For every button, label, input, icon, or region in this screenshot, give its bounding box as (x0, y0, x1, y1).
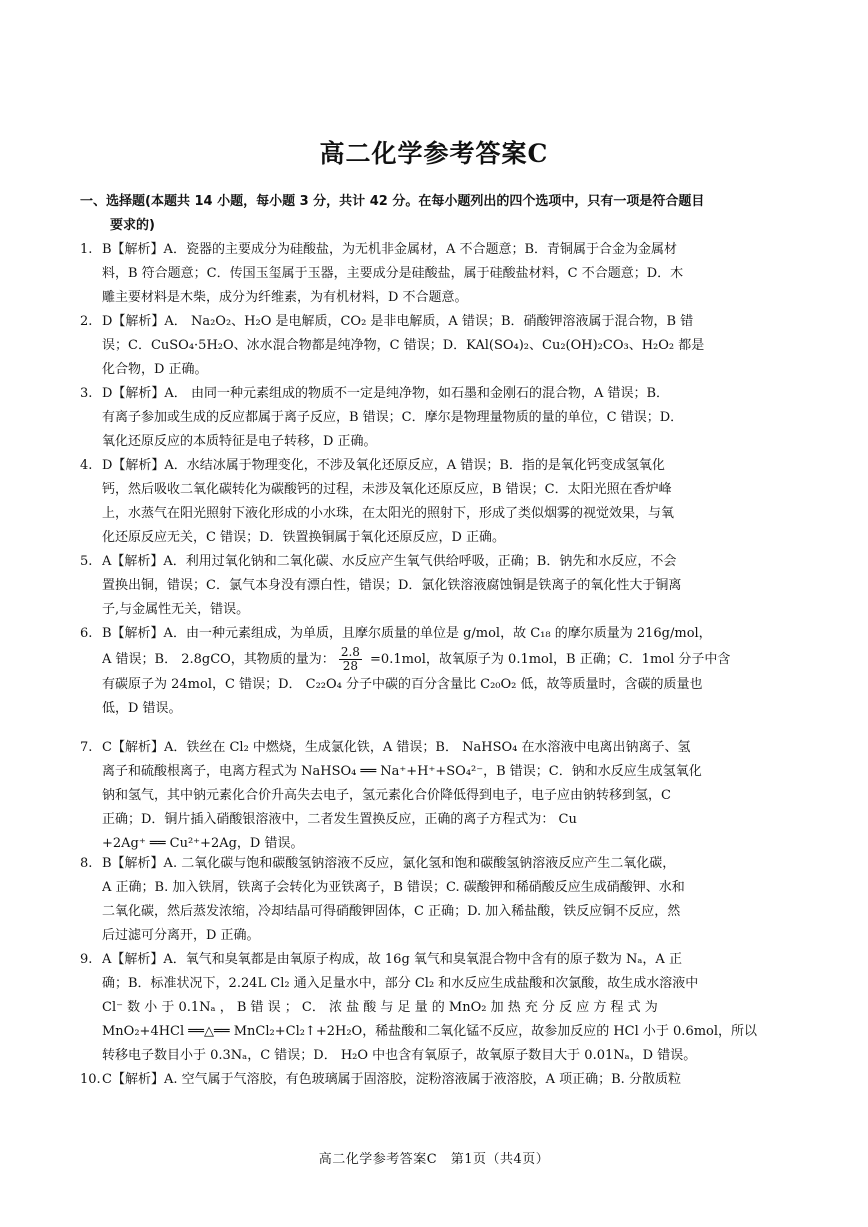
question-explanation (102, 1068, 792, 1092)
explanation-line: 转移电子数目小于 0.3Nₐ，C 错误；D． H₂O 中也含有氧原子，故氧原子数目大于 0.01Nₐ，D 错误。 (102, 1048, 697, 1063)
explanation-line: A【解析】A．利用过氧化钠和二氧化碳、水反应产生氧气供给呼吸，正确；B．钠先和水反应，不会 (102, 554, 677, 569)
explanation-line: 后过滤可分离开，D 正确。 (102, 928, 260, 943)
question-number: 8. (80, 856, 93, 871)
question-number: 6. (80, 626, 93, 641)
question-explanation (102, 382, 792, 454)
explanation-line: 化合物，D 正确。 (102, 362, 208, 377)
explanation-line: D【解析】A． Na₂O₂、H₂O 是电解质，CO₂ 是非电解质，A 错误；B．硝酸钾溶液属于混合物，B 错 (102, 314, 694, 329)
explanation-line: 雕主要材料是木柴，成分为纤维素，为有机材料，D 不合题意。 (102, 290, 468, 305)
question-number: 3. (80, 386, 93, 401)
explanation-line: D【解析】A．水结冰属于物理变化，不涉及氧化还原反应，A 错误；B．指的是氧化钙变成氢氧化 (102, 458, 665, 473)
question-explanation (102, 948, 792, 1068)
explanation-line: 氧化还原反应的本质特征是电子转移，D 正确。 (102, 434, 377, 449)
explanation-line: A 错误；B． 2.8gCO，其物质的量为： $\frac{2.8}{28}$ =0.1mol，故氧原子为 0.1mol，B 正确；C．1mol 分子中含 (102, 646, 731, 673)
section-heading-line-1: 一、选择题(本题共 14 小题，每小题 3 分，共计 42 分。在每小题列出的四个选项中，只有一项是符合题目 (80, 194, 705, 209)
fraction-denominator: 28 (342, 659, 358, 673)
explanation-line: 有碳原子为 24mol，C 错误；D． C₂₂O₄ 分子中碳的百分含量比 C₂₀O₂ 低，故等质量时，含碳的质量也 (102, 677, 703, 692)
question-explanation (102, 454, 792, 550)
question-number: 9. (80, 952, 93, 967)
question-item (80, 310, 792, 382)
section-heading (80, 190, 792, 238)
explanation-line: C【解析】A. 空气属于气溶胶，有色玻璃属于固溶胶，淀粉溶液属于液溶胶，A 项正确；B. 分散质粒 (102, 1072, 681, 1087)
explanation-line: 子,与金属性无关，错误。 (102, 602, 250, 617)
question-number: 10. (80, 1072, 101, 1087)
explanation-line: Cl⁻ 数 小 于 0.1Nₐ ， B 错 误 ； C． 浓 盐 酸 与 足 量 的 MnO₂ 加 热 充 分 反 应 方 程 式 为 (102, 1000, 658, 1015)
question-item (80, 948, 792, 1068)
question-explanation (102, 622, 792, 721)
question-number: 4. (80, 458, 93, 473)
question-item (80, 622, 792, 721)
question-explanation (102, 550, 792, 622)
question-item (80, 852, 792, 948)
question-explanation (102, 736, 792, 856)
question-item (80, 454, 792, 550)
explanation-line: 二氧化碳，然后蒸发浓缩，冷却结晶可得硝酸钾固体，C 正确；D. 加入稀盐酸，铁反应铜不反应，然 (102, 904, 681, 919)
question-item (80, 1068, 792, 1092)
question-explanation (102, 310, 792, 382)
explanation-line: B【解析】A．瓷器的主要成分为硅酸盐，为无机非金属材，A 不合题意；B．青铜属于合金为金属材 (102, 242, 678, 257)
question-number: 1. (80, 242, 93, 257)
explanation-line: D【解析】A． 由同一种元素组成的物质不一定是纯净物，如石墨和金刚石的混合物，A 错误；B． (102, 386, 670, 401)
section-heading-line-2: 要求的) (110, 218, 155, 233)
question-item (80, 736, 792, 856)
question-item (80, 550, 792, 622)
explanation-line: B【解析】A. 二氧化碳与饱和碳酸氢钠溶液不反应，氯化氢和饱和碳酸氢钠溶液反应产生二氧化碳， (102, 856, 676, 871)
explanation-line: 料，B 符合题意；C．传国玉玺属于玉器，主要成分是硅酸盐，属于硅酸盐材料，C 不合题意；D．木 (102, 266, 684, 281)
question-explanation (102, 238, 792, 310)
explanation-line: 化还原反应无关，C 错误；D．铁置换铜属于氧化还原反应，D 正确。 (102, 530, 506, 545)
explanation-line: C【解析】A．铁丝在 Cl₂ 中燃烧，生成氯化铁，A 错误；B． NaHSO₄ 在水溶液中电离出钠离子、氢 (102, 740, 691, 755)
question-item (80, 238, 792, 310)
explanation-line: 误；C．CuSO₄·5H₂O、冰水混合物都是纯净物，C 错误；D．KAl(SO₄)₂、Cu₂(OH)₂CO₃、H₂O₂ 都是 (102, 338, 705, 353)
page-footer: 高二化学参考答案C 第1页（共4页） (318, 1152, 550, 1167)
question-number: 2. (80, 314, 93, 329)
explanation-line: 上，水蒸气在阳光照射下液化形成的小水珠，在太阳光的照射下，形成了类似烟雾的视觉效果，与氧 (102, 506, 675, 521)
explanation-line: 正确；D．铜片插入硝酸银溶液中，二者发生置换反应，正确的离子方程式为： Cu (102, 812, 577, 827)
explanation-line: +2Ag⁺ ══ Cu²⁺+2Ag，D 错误。 (102, 836, 304, 851)
question-item (80, 382, 792, 454)
explanation-line: 确；B．标准状况下，2.24L Cl₂ 通入足量水中，部分 Cl₂ 和水反应生成盐酸和次氯酸，故生成水溶液中 (102, 976, 699, 991)
explanation-line: 钙，然后吸收二氧化碳转化为碳酸钙的过程，未涉及氧化还原反应，B 错误；C．太阳光照在香炉峰 (102, 482, 672, 497)
question-number: 5. (80, 554, 93, 569)
explanation-line: A 正确；B. 加入铁屑，铁离子会转化为亚铁离子，B 错误；C. 碳酸钾和稀硝酸反应生成硝酸钾、水和 (102, 880, 685, 895)
explanation-line: 有离子参加或生成的反应都属于离子反应，B 错误；C．摩尔是物理量物质的量的单位，C 错误；D． (102, 410, 684, 425)
question-number: 7. (80, 740, 93, 755)
fraction (339, 646, 362, 673)
page-title: 高二化学参考答案C (319, 139, 549, 168)
explanation-line: 钠和氢气，其中钠元素化合价升高失去电子，氢元素化合价降低得到电子，电子应由钠转移到氢，C (102, 788, 671, 803)
explanation-line: MnO₂+4HCl ══△══ MnCl₂+Cl₂↑+2H₂O，稀盐酸和二氧化锰不反应，故参加反应的 HCl 小于 0.6mol，所以 (102, 1024, 758, 1039)
explanation-line: 置换出铜，错误；C．氯气本身没有漂白性，错误；D．氯化铁溶液腐蚀铜是铁离子的氧化性大于铜离 (102, 578, 682, 593)
explanation-line: A【解析】A．氧气和臭氧都是由氧原子构成，故 16g 氧气和臭氧混合物中含有的原子数为 Nₐ，A 正 (102, 952, 682, 967)
explanation-line: 低，D 错误。 (102, 701, 182, 716)
fraction-numerator: 2.8 (340, 646, 360, 659)
question-explanation (102, 852, 792, 948)
explanation-line: 离子和硫酸根离子，电离方程式为 NaHSO₄ ══ Na⁺+H⁺+SO₄²⁻，B 错误；C．钠和水反应生成氢氧化 (102, 764, 702, 779)
explanation-line: B【解析】A．由一种元素组成，为单质，且摩尔质量的单位是 g/mol，故 C₁₈ 的摩尔质量为 216g/mol， (102, 626, 712, 641)
